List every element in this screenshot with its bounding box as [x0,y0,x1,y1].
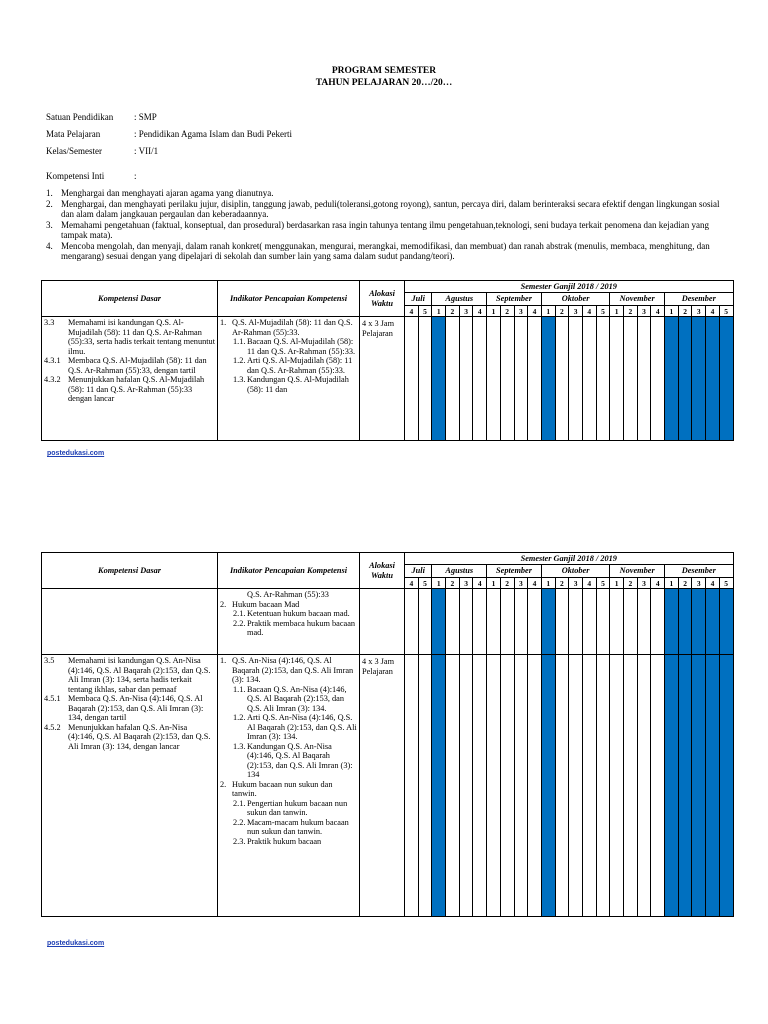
week-cell [555,589,569,655]
week-header: 2 [446,578,460,589]
week-header: 4 [473,306,487,317]
meta-value: : SMP [134,112,157,122]
week-header: 4 [706,578,720,589]
indikator-item: 2.2. Macam-macam hukum bacaan nun sukun dan tanwin. [233,817,349,836]
week-cell [610,317,624,441]
month-header: November [610,293,665,306]
meta-label: Mata Pelajaran [46,129,101,139]
col-header-kd: Kompetensi Dasar [42,553,218,589]
week-header: 4 [582,578,596,589]
week-cell-highlighted [692,589,706,655]
week-header: 2 [555,578,569,589]
week-header: 4 [528,306,542,317]
week-cell [637,655,651,917]
week-cell [500,589,514,655]
week-cell-highlighted [678,317,692,441]
month-header: Juli [405,565,432,578]
month-header: Desember [665,565,733,578]
week-cell [446,589,460,655]
week-cell [624,655,638,917]
kd-item: 4.5.1 Membaca Q.S. An-Nisa (4):146, Q.S. Al Baqarah (2):153, dan Q.S. Ali Imran (3): 134, dengan tartil [44,694,204,722]
page-subtitle: TAHUN PELAJARAN 20…/20… [315,78,453,88]
week-header: 3 [637,578,651,589]
meta-label: Kompetensi Inti [46,171,105,181]
month-header: Oktober [541,293,609,306]
month-header: Desember [665,293,733,306]
week-header: 3 [637,306,651,317]
kompetensi-inti-list [46,188,726,262]
week-header: 2 [500,306,514,317]
list-item: 3. Memahami pengetahuan (faktual, konseptual, dan prosedural) berdasarkan rasa ingin tahunya tentang ilmu pengetahuan,teknologi, seni budaya terkait penomena dan kejadian yang tampak mata). [46,219,710,240]
footer-link[interactable]: postedukasi.com [47,450,105,457]
week-header: 2 [500,578,514,589]
week-header: 2 [678,306,692,317]
week-cell [487,589,501,655]
week-header: 1 [610,578,624,589]
schedule-table-2 [41,552,734,917]
week-header: 1 [610,306,624,317]
week-cell [624,589,638,655]
week-header: 4 [405,578,419,589]
page-title: PROGRAM SEMESTER [331,66,437,76]
week-cell [624,317,638,441]
indikator-item: 1.1. Bacaan Q.S. Al-Mujadilah (58): 11 dan Q.S. Ar-Rahman (55):33. [233,337,356,356]
week-cell-highlighted [665,317,679,441]
week-cell [651,589,665,655]
week-header: 1 [487,306,501,317]
week-cell [487,655,501,917]
week-header: 2 [555,306,569,317]
indikator-item: 1. Q.S. Al-Mujadilah (58): 11 dan Q.S. Ar-Rahman (55):33. [220,318,353,337]
week-cell [514,655,528,917]
week-cell-highlighted [719,655,733,917]
indikator-item: 2. Hukum bacaan Mad [220,599,300,609]
week-cell [446,317,460,441]
meta-label: Kelas/Semester [46,146,102,156]
week-header: 1 [487,578,501,589]
month-header: Agustus [432,565,487,578]
week-header: 4 [651,306,665,317]
week-cell-highlighted [692,655,706,917]
week-cell [555,655,569,917]
week-cell-highlighted [678,655,692,917]
kd-item: 4.3.2 Menunjukkan hafalan Q.S. Al-Mujadilah (58): 11 dan Q.S. Ar-Rahman (55):33 dengan lancar [44,375,205,403]
footer-link[interactable]: postedukasi.com [47,940,105,947]
week-cell [459,317,473,441]
kd-cell [42,317,218,441]
indikator-cell [218,589,360,655]
week-header: 2 [624,306,638,317]
week-cell-highlighted [541,589,555,655]
week-header: 4 [405,306,419,317]
list-item: 1. Menghargai dan menghayati ajaran agama yang dianutnya. [46,188,274,198]
week-header: 3 [459,578,473,589]
week-cell [405,655,419,917]
week-cell [418,655,432,917]
week-cell [514,317,528,441]
week-header: 3 [692,306,706,317]
schedule-table-1 [41,280,734,441]
week-cell [418,589,432,655]
week-cell [446,655,460,917]
week-cell [500,317,514,441]
week-cell [596,317,610,441]
week-header: 2 [678,578,692,589]
list-item: 2. Menghargai, dan menghayati perilaku jujur, disiplin, tanggung jawab, peduli(toleransi,gotong royong), santun, percaya diri, dalam berinteraksi secara efektif dengan lingkungan sosial dan alam dalam jangkauan pergaulan dan keberadaannya. [46,198,720,219]
col-header-kd: Kompetensi Dasar [42,281,218,317]
week-cell [596,589,610,655]
week-cell [569,589,583,655]
week-cell [528,655,542,917]
week-cell-highlighted [719,589,733,655]
indikator-item: 1.1. Bacaan Q.S. An-Nisa (4):146, Q.S. Al Baqarah (2):153, dan Q.S. Ali Imran (3): 134. [233,684,347,713]
week-cell [637,317,651,441]
kd-item: 4.3.1 Membaca Q.S. Al-Mujadilah (58): 11 dan Q.S. Ar-Rahman (55):33, dengan tartil [44,356,207,375]
week-header: 5 [418,306,432,317]
kd-item: 4.5.2 Menunjukkan hafalan Q.S. An-Nisa (4):146, Q.S. Al Baqarah (2):153, dan Q.S. Ali Imran (3): 134, dengan lancar [44,722,211,751]
alokasi-cell: 4 x 3 Jam Pelajaran [360,655,405,917]
week-cell-highlighted [692,317,706,441]
week-cell [610,589,624,655]
week-cell-highlighted [541,655,555,917]
indikator-item: Q.S. Ar-Rahman (55):33 [247,590,329,599]
week-cell [596,655,610,917]
week-cell [500,655,514,917]
week-cell [637,589,651,655]
week-cell-highlighted [541,317,555,441]
semester-header: Semester Ganjil 2018 / 2019 [405,553,734,565]
week-cell-highlighted [665,589,679,655]
week-cell-highlighted [432,589,446,655]
col-header-alokasi: Alokasi Waktu [360,281,405,317]
col-header-indikator: Indikator Pencapaian Kompetensi [218,553,360,589]
week-cell-highlighted [706,655,720,917]
semester-header: Semester Ganjil 2018 / 2019 [405,281,734,293]
week-cell-highlighted [432,655,446,917]
indikator-item: 1. Q.S. An-Nisa (4):146, Q.S. Al Baqarah (2):153, dan Q.S. Ali Imran (3): 134. [220,656,354,684]
week-cell [582,589,596,655]
week-header: 2 [446,306,460,317]
week-cell [582,655,596,917]
week-cell [555,317,569,441]
week-header: 3 [514,306,528,317]
week-cell [405,317,419,441]
week-header: 4 [706,306,720,317]
week-cell [405,589,419,655]
list-item: 4. Mencoba mengolah, dan menyaji, dalam ranah konkret( menggunakan, mengurai, merangkai, memodifikasi, dan membuat) dan ranah abstrak (menulis, membaca, menghitung, dan mengarang) sesuai dengan yang dipelajari di sekolah dan sumber lain yang sama dalam sudut pandang/teori). [46,240,710,261]
week-header: 1 [541,578,555,589]
week-header: 5 [719,306,733,317]
col-header-indikator: Indikator Pencapaian Kompetensi [218,281,360,317]
week-cell [418,317,432,441]
week-header: 1 [665,578,679,589]
week-header: 3 [514,578,528,589]
week-header: 3 [569,578,583,589]
col-header-alokasi: Alokasi Waktu [360,553,405,589]
indikator-item: 2.1. Ketentuan hukum bacaan mad. [233,609,350,618]
kd-item: 3.3 Memahami isi kandungan Q.S. Al-Mujadilah (58): 11 dan Q.S. Ar-Rahman (55):33, serta hadis terkait tentang menuntut ilmu. [44,318,215,356]
week-cell [473,655,487,917]
kd-cell [42,589,218,655]
week-cell [459,589,473,655]
week-cell [528,317,542,441]
meta-value: : VII/1 [134,146,159,156]
indikator-item: 2. Hukum bacaan nun sukun dan tanwin. [220,779,333,798]
month-header: September [487,293,542,306]
alokasi-cell: 4 x 3 Jam Pelajaran [360,317,405,441]
week-cell-highlighted [706,589,720,655]
month-header: Oktober [541,565,609,578]
week-header: 2 [624,578,638,589]
week-header: 4 [528,578,542,589]
week-cell [610,655,624,917]
week-cell [651,317,665,441]
indikator-item: 1.2. Arti Q.S. An-Nisa (4):146, Q.S. Al Baqarah (2):153, dan Q.S. Ali Imran (3): 134. [233,713,357,741]
week-cell-highlighted [678,589,692,655]
alokasi-cell [360,589,405,655]
week-header: 5 [418,578,432,589]
week-cell [582,317,596,441]
indikator-cell [218,317,360,441]
week-cell [459,655,473,917]
kd-cell [42,655,218,917]
week-cell [473,317,487,441]
week-cell [651,655,665,917]
week-cell [514,589,528,655]
month-header: November [610,565,665,578]
week-header: 1 [541,306,555,317]
week-header: 3 [459,306,473,317]
indikator-item: 1.3. Kandungan Q.S. An-Nisa (4):146, Q.S. Al Baqarah (2):153, dan Q.S. Ali Imran (3): 134 [233,741,353,779]
week-cell-highlighted [432,317,446,441]
meta-value: : Pendidikan Agama Islam dan Budi Pekerti [134,129,292,139]
meta-value: : [134,171,137,181]
kd-item: 3.5 Memahami isi kandungan Q.S. An-Nisa (4):146, Q.S. Al Baqarah (2):153, dan Q.S. Ali Imran (3): 134, serta hadis terkait tentang ikhlas, sabar dan pemaaf [44,656,211,694]
week-cell-highlighted [719,317,733,441]
week-cell [473,589,487,655]
meta-label: Satuan Pendidikan [46,112,114,122]
indikator-item: 2.1. Pengertian hukum bacaan nun sukun dan tanwin. [233,798,348,817]
indikator-item: 2.3. Praktik hukum bacaan [233,836,322,846]
week-header: 5 [596,578,610,589]
month-header: Juli [405,293,432,306]
week-header: 3 [569,306,583,317]
week-header: 4 [651,578,665,589]
week-header: 4 [473,578,487,589]
indikator-item: 1.3. Kandungan Q.S. Al-Mujadilah (58): 11 dan [233,375,349,394]
month-header: Agustus [432,293,487,306]
indikator-item: 2.2. Praktik membaca hukum bacaan mad. [233,618,356,637]
week-cell [487,317,501,441]
week-header: 1 [665,306,679,317]
week-cell-highlighted [665,655,679,917]
indikator-cell [218,655,360,917]
week-cell [569,655,583,917]
week-header: 4 [582,306,596,317]
month-header: September [487,565,542,578]
week-cell [528,589,542,655]
week-header: 3 [692,578,706,589]
week-header: 1 [432,306,446,317]
indikator-item: 1.2. Arti Q.S. Al-Mujadilah (58): 11 dan Q.S. Ar-Rahman (55):33. [233,356,353,375]
week-header: 5 [719,578,733,589]
week-header: 5 [596,306,610,317]
week-cell [569,317,583,441]
week-cell-highlighted [706,317,720,441]
week-header: 1 [432,578,446,589]
